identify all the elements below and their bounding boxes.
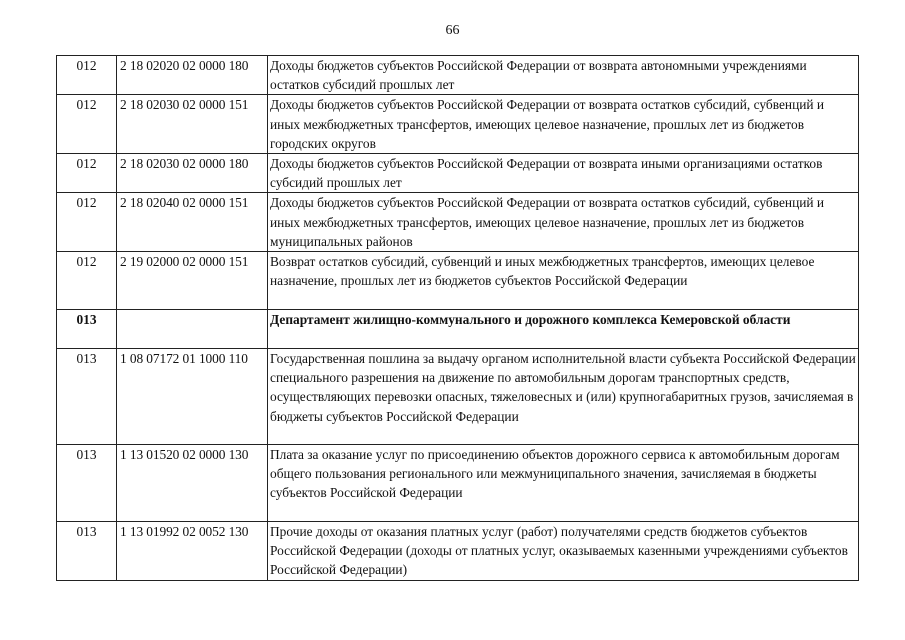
budget-code-cell: 2 18 02030 02 0000 151 bbox=[117, 95, 268, 154]
admin-code-cell: 012 bbox=[57, 95, 117, 154]
income-name-cell: Возврат остатков субсидий, субвенций и иных межбюджетных трансфертов, имеющих целевое назначение, прошлых лет из бюджетов субъектов Российской Федерации bbox=[268, 252, 859, 310]
admin-code-cell: 013 bbox=[57, 445, 117, 522]
table-row bbox=[57, 56, 859, 95]
page-number: 66 bbox=[445, 23, 460, 38]
budget-code-cell: 2 18 02030 02 0000 180 bbox=[117, 154, 268, 193]
table-row bbox=[57, 95, 859, 154]
income-name-cell: Государственная пошлина за выдачу органом исполнительной власти субъекта Российской Федерации специального разрешения на движение по автомобильным дорогам транспортных средств, осуществляющих перевозки опасных, тяжеловесных и (или) крупногабаритных грузов, зачисляемая в бюджеты субъектов Российской Федерации bbox=[268, 349, 859, 445]
budget-classification-table bbox=[56, 55, 859, 581]
table-row bbox=[57, 252, 859, 310]
department-name-cell: Департамент жилищно-коммунального и дорожного комплекса Кемеровской области bbox=[268, 310, 859, 349]
budget-code-cell: 2 18 02020 02 0000 180 bbox=[117, 56, 268, 95]
table-row bbox=[57, 154, 859, 193]
admin-code-cell: 013 bbox=[57, 310, 117, 349]
budget-code-cell bbox=[117, 310, 268, 349]
budget-code-cell: 1 13 01992 02 0052 130 bbox=[117, 522, 268, 581]
department-header-row bbox=[57, 310, 859, 349]
budget-code-cell: 1 13 01520 02 0000 130 bbox=[117, 445, 268, 522]
income-name-cell: Доходы бюджетов субъектов Российской Федерации от возврата остатков субсидий, субвенций и иных межбюджетных трансфертов, имеющих целевое назначение, прошлых лет из бюджетов городских округов bbox=[268, 95, 859, 154]
admin-code-cell: 013 bbox=[57, 349, 117, 445]
admin-code-cell: 012 bbox=[57, 56, 117, 95]
income-name-cell: Доходы бюджетов субъектов Российской Федерации от возврата иными организациями остатков субсидий прошлых лет bbox=[268, 154, 859, 193]
table-row bbox=[57, 522, 859, 581]
income-name-cell: Прочие доходы от оказания платных услуг (работ) получателями средств бюджетов субъектов Российской Федерации (доходы от платных услуг, оказываемых казенными учреждениями субъектов Российской Федерации) bbox=[268, 522, 859, 581]
table-row bbox=[57, 349, 859, 445]
income-name-cell: Доходы бюджетов субъектов Российской Федерации от возврата автономными учреждениями остатков субсидий прошлых лет bbox=[268, 56, 859, 95]
admin-code-cell: 013 bbox=[57, 522, 117, 581]
budget-code-cell: 2 19 02000 02 0000 151 bbox=[117, 252, 268, 310]
income-name-cell: Плата за оказание услуг по присоединению объектов дорожного сервиса к автомобильным дорогам общего пользования регионального или межмуниципального значения, зачисляемая в бюджеты субъектов Российской Федерации bbox=[268, 445, 859, 522]
admin-code-cell: 012 bbox=[57, 154, 117, 193]
admin-code-cell: 012 bbox=[57, 252, 117, 310]
income-name-cell: Доходы бюджетов субъектов Российской Федерации от возврата остатков субсидий, субвенций и иных межбюджетных трансфертов, имеющих целевое назначение, прошлых лет из бюджетов муниципальных районов bbox=[268, 193, 859, 252]
admin-code-cell: 012 bbox=[57, 193, 117, 252]
table-row bbox=[57, 445, 859, 522]
budget-code-cell: 1 08 07172 01 1000 110 bbox=[117, 349, 268, 445]
table-row bbox=[57, 193, 859, 252]
budget-code-cell: 2 18 02040 02 0000 151 bbox=[117, 193, 268, 252]
